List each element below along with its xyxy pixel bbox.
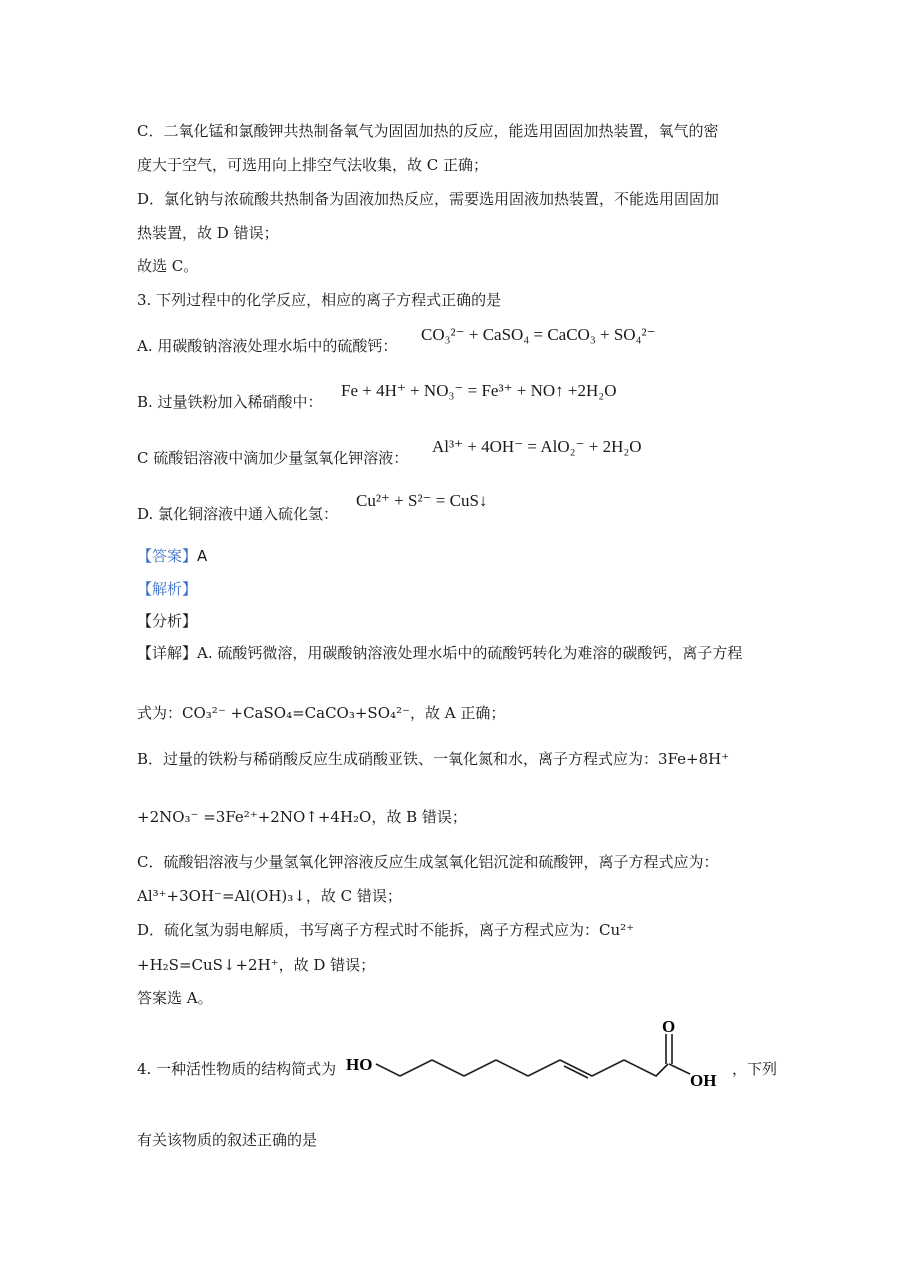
question4-stem-prefix-text: 4. 一种活性物质的结构简式为 bbox=[137, 1060, 337, 1078]
q3-option-a bbox=[137, 336, 397, 356]
molecular-structure bbox=[344, 1016, 734, 1092]
question4-stem-suffix: ，下列 bbox=[732, 1060, 778, 1078]
prev-c-line1: C．二氧化锰和氯酸钾共热制备氧气为固固加热的反应，能选用固固加热装置，氧气的密 bbox=[137, 122, 719, 140]
q3-option-a-formula: CO₃²⁻ + CaSO₄ = CaCO₃ + SO₄²⁻ bbox=[421, 325, 656, 344]
detail-a-formula: CO₃²⁻ +CaSO₄=CaCO₃+SO₄²⁻ bbox=[182, 704, 410, 722]
detail-a-text: A. 硫酸钙微溶，用碳酸钠溶液处理水垢中的硫酸钙转化为难溶的碳酸钙，离子方程 bbox=[197, 644, 743, 662]
detail-a-line1 bbox=[137, 643, 742, 663]
answer-value: A bbox=[197, 547, 208, 565]
q3-option-d-label: D. 氯化铜溶液中通入硫化氢： bbox=[137, 505, 339, 523]
detail-b-line1: B．过量的铁粉与稀硝酸反应生成硝酸亚铁、一氧化氮和水，离子方程式应为：3Fe+8H⁺ bbox=[137, 750, 730, 768]
answer-line bbox=[137, 546, 207, 566]
question3-stem: 3. 下列过程中的化学反应，相应的离子方程式正确的是 bbox=[137, 291, 502, 309]
q3-option-c bbox=[137, 448, 408, 468]
detail-c-line2: Al³⁺+3OH⁻=Al(OH)₃↓，故 C 错误； bbox=[137, 887, 402, 905]
carbon-chain bbox=[376, 1060, 668, 1076]
prev-c-line2: 度大于空气，可选用向上排空气法收集，故 C 正确； bbox=[137, 156, 489, 174]
q3-conclusion: 答案选 A。 bbox=[137, 989, 213, 1007]
carbonyl-oxygen: O bbox=[662, 1017, 676, 1036]
q3-option-d-formula: Cu²⁺ + S²⁻ = CuS↓ bbox=[356, 491, 488, 510]
analysis-tag: 【解析】 bbox=[137, 580, 198, 598]
detail-d-line2: +H₂S=CuS↓+2H⁺，故 D 错误； bbox=[137, 956, 376, 974]
detail-a-suffix: ，故 A 正确； bbox=[409, 704, 506, 722]
detail-tag: 【详解】 bbox=[137, 644, 198, 662]
detail-a-line2 bbox=[137, 703, 505, 723]
hydroxyl-group: HO bbox=[346, 1055, 373, 1074]
carboxylic-hydroxyl: OH bbox=[690, 1071, 717, 1090]
prev-conclusion: 故选 C。 bbox=[137, 257, 199, 275]
q3-option-a-label: A. 用碳酸钠溶液处理水垢中的硫酸钙： bbox=[137, 337, 398, 355]
q3-option-b bbox=[137, 392, 323, 412]
acid-oh-bond bbox=[669, 1064, 690, 1074]
q3-option-d bbox=[137, 504, 338, 524]
question4-stem-prefix bbox=[137, 1059, 336, 1079]
question4-stem-line2: 有关该物质的叙述正确的是 bbox=[137, 1131, 318, 1149]
prev-d-line1: D．氯化钠与浓硫酸共热制备为固液加热反应，需要选用固液加热装置，不能选用固固加 bbox=[137, 190, 720, 208]
detail-c-line1: C．硫酸铝溶液与少量氢氧化钾溶液反应生成氢氧化铝沉淀和硫酸钾，离子方程式应为： bbox=[137, 853, 719, 871]
fenxi-tag: 【分析】 bbox=[137, 612, 198, 630]
q3-option-c-label: C 硫酸铝溶液中滴加少量氢氧化钾溶液： bbox=[137, 449, 409, 467]
detail-b-line2: +2NO₃⁻ =3Fe²⁺+2NO↑+4H₂O，故 B 错误； bbox=[137, 808, 467, 826]
q3-option-b-label: B. 过量铁粉加入稀硝酸中： bbox=[137, 393, 323, 411]
answer-tag: 【答案】 bbox=[137, 547, 198, 565]
q3-option-c-formula: Al³⁺ + 4OH⁻ = AlO₂⁻ + 2H₂O bbox=[432, 437, 642, 456]
q3-option-b-formula: Fe + 4H⁺ + NO₃⁻ = Fe³⁺ + NO↑ +2H₂O bbox=[341, 381, 617, 400]
detail-d-line1: D．硫化氢为弱电解质，书写离子方程式时不能拆，离子方程式应为：Cu²⁺ bbox=[137, 921, 635, 939]
prev-d-line2: 热装置，故 D 错误； bbox=[137, 224, 279, 242]
detail-a-prefix: 式为： bbox=[137, 704, 183, 722]
